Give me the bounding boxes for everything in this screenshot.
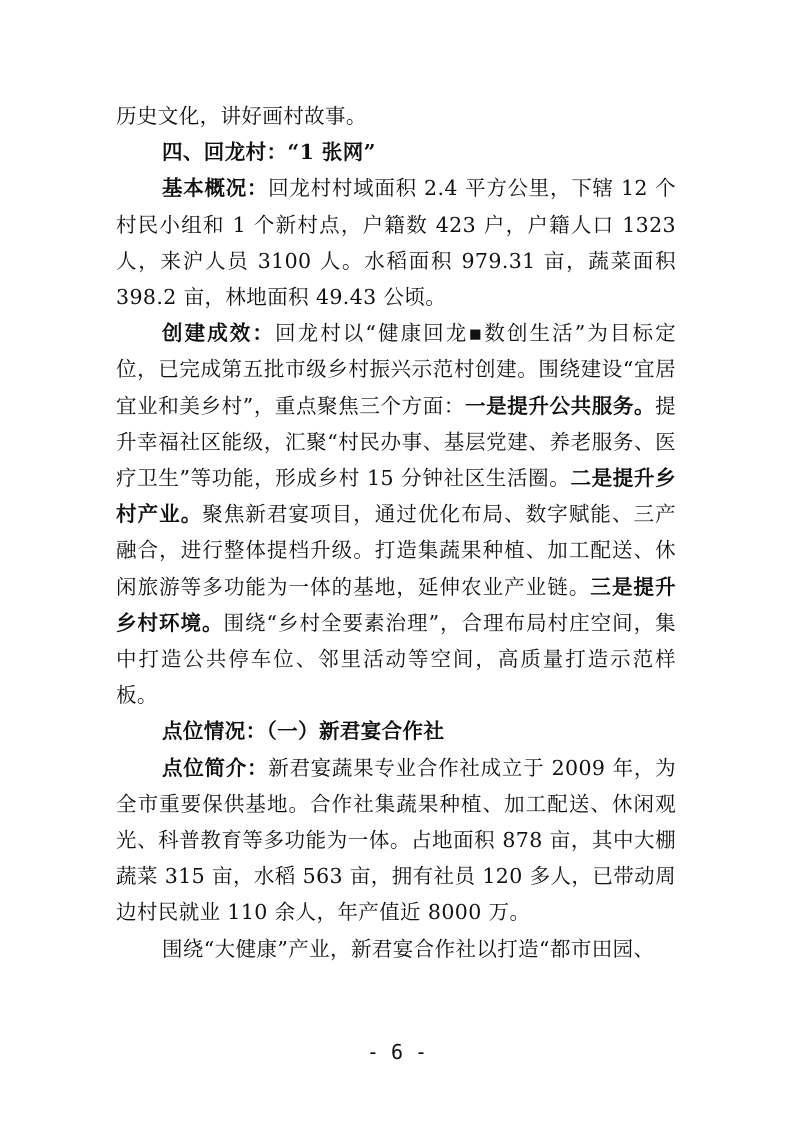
paragraph-health-industry	[116, 931, 676, 967]
document-body	[116, 98, 676, 967]
paragraph-text: 历史文化，讲好画村故事。	[116, 104, 367, 128]
emphasis-first: 一是提升公共服务。	[465, 393, 656, 418]
paragraph-overview	[116, 170, 676, 315]
paragraph-label: 基本概况：	[162, 176, 269, 201]
paragraph-text: 聚焦新君宴项目，通过优化布局、数字赋能、三产融合，进行整体提档升级。打造集蔬果种植、加工配送、休闲旅游等多功能为一体的基地，延伸农业产业链。	[116, 502, 676, 599]
heading-text: 点位情况：（一）新君宴合作社	[162, 719, 445, 744]
paragraph-text: 围绕“乡村全要素治理”，合理布局村庄空间，集中打造公共停车位、邻里活动等空间，高质量打造示范样板。	[116, 610, 676, 708]
paragraph-achievements	[116, 315, 676, 713]
page-number: - 6 -	[366, 1040, 428, 1064]
paragraph-label: 点位简介：	[162, 755, 269, 780]
paragraph-text: 回龙村以“健康回龙▪数创生活”为目标定位，已完成第五批市级乡村振兴示范村创建。围绕建设“宜居宜业和美乡村”，重点聚焦三个方面：	[116, 321, 677, 418]
paragraph-label: 创建成效：	[162, 321, 275, 346]
section-heading-huilong	[116, 134, 676, 170]
emphasis-second: 二是提升乡村产业。	[116, 466, 676, 527]
heading-text: 四、回龙村：“1 张网”	[162, 140, 376, 165]
section-heading-site	[116, 713, 676, 749]
emphasis-third: 三是提升乡村环境。	[116, 574, 676, 635]
paragraph-text: 围绕“大健康”产业，新君宴合作社以打造“都市田园、	[162, 936, 655, 961]
paragraph-continuation	[116, 98, 676, 134]
paragraph-site-intro	[116, 750, 676, 931]
paragraph-text: 提升幸福社区能级，汇聚“村民办事、基层党建、养老服务、医疗卫生”等功能，形成乡村 15 分钟社区生活圈。	[116, 393, 676, 491]
paragraph-text: 回龙村村域面积 2.4 平方公里，下辖 12 个村民小组和 1 个新村点，户籍数 423 户，户籍人口 1323 人，来沪人员 3100 人。水稻面积 979.31 亩，蔬菜面积 398.2 亩，林地面积 49.43 公顷。	[116, 176, 677, 310]
paragraph-text: 新君宴蔬果专业合作社成立于 2009 年，为全市重要保供基地。合作社集蔬果种植、加工配送、休闲观光、科普教育等多功能为一体。占地面积 878 亩，其中大棚蔬菜 315 亩，水稻 563 亩，拥有社员 120 多人，已带动周边村民就业 110 余人，年产值近 8000 万。	[116, 755, 676, 925]
